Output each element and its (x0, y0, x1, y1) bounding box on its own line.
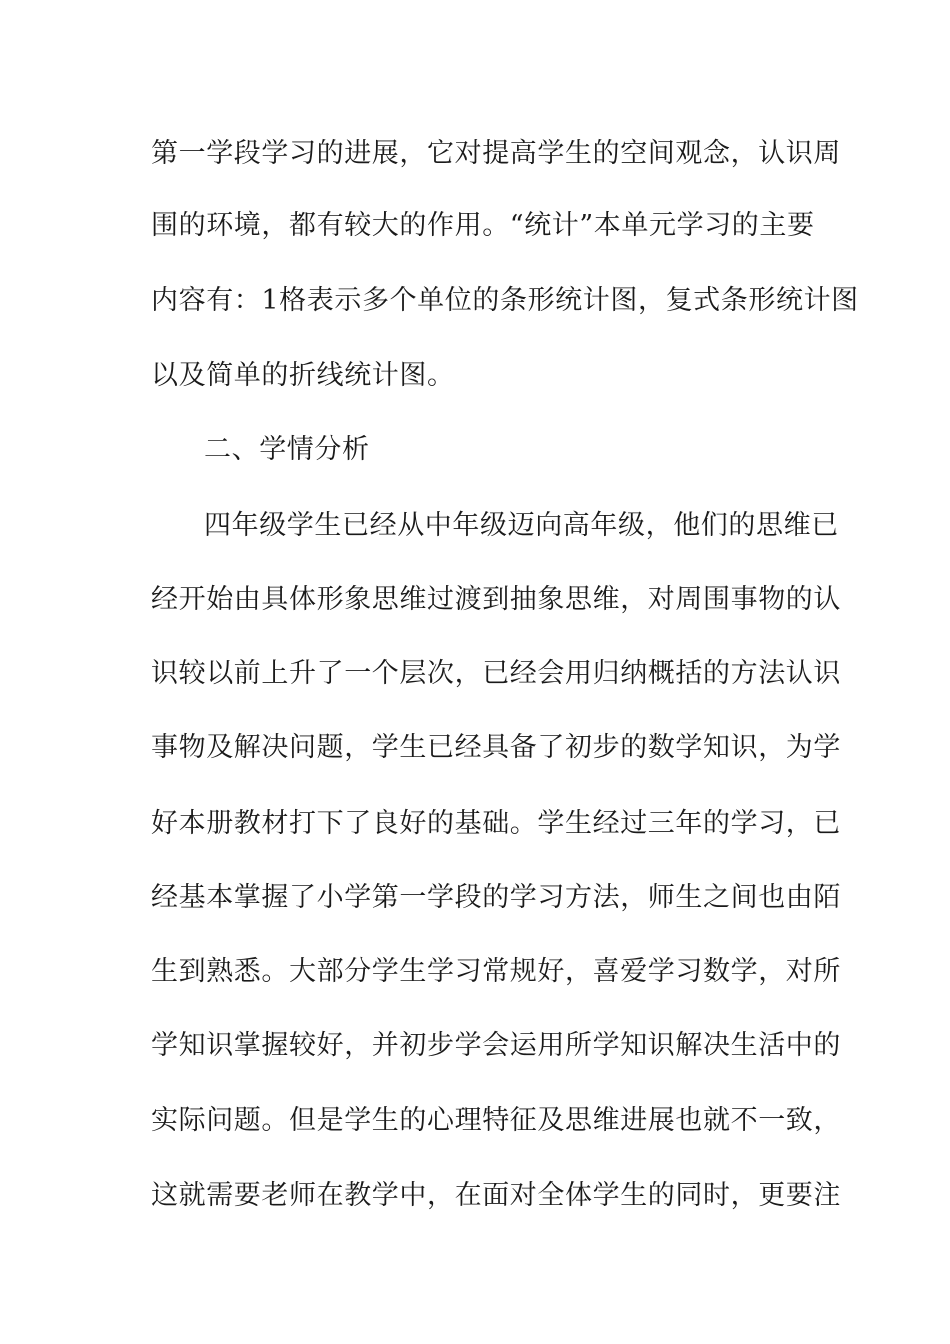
text-line: 以及简单的折线统计图。 (151, 360, 455, 391)
text-line: 内容有：1格表示多个单位的条形统计图，复式条形统计图 (151, 285, 859, 316)
text-line: 经开始由具体形象思维过渡到抽象思维，对周围事物的认 (151, 584, 841, 615)
section-heading: 二、学情分析 (204, 434, 370, 465)
text-line: 实际问题。但是学生的心理特征及思维进展也就不一致， (151, 1105, 841, 1136)
text-line: 经基本掌握了小学第一学段的学习方法，师生之间也由陌 (151, 882, 841, 913)
text-line: 事物及解决问题，学生已经具备了初步的数学知识，为学 (151, 732, 841, 763)
text-line: 第一学段学习的进展，它对提高学生的空间观念，认识周 (151, 138, 841, 169)
text-line: 好本册教材打下了良好的基础。学生经过三年的学习，已 (151, 808, 841, 839)
text-line: 生到熟悉。大部分学生学习常规好，喜爱学习数学，对所 (151, 956, 841, 987)
text-line: 识较以前上升了一个层次，已经会用归纳概括的方法认识 (151, 658, 841, 689)
text-line: 围的环境，都有较大的作用。“统计”本单元学习的主要 (151, 210, 815, 241)
paragraph-first-line: 四年级学生已经从中年级迈向高年级，他们的思维已 (204, 510, 839, 541)
text-line: 这就需要老师在教学中，在面对全体学生的同时，更要注 (151, 1180, 841, 1211)
text-line: 学知识掌握较好，并初步学会运用所学知识解决生活中的 (151, 1030, 841, 1061)
